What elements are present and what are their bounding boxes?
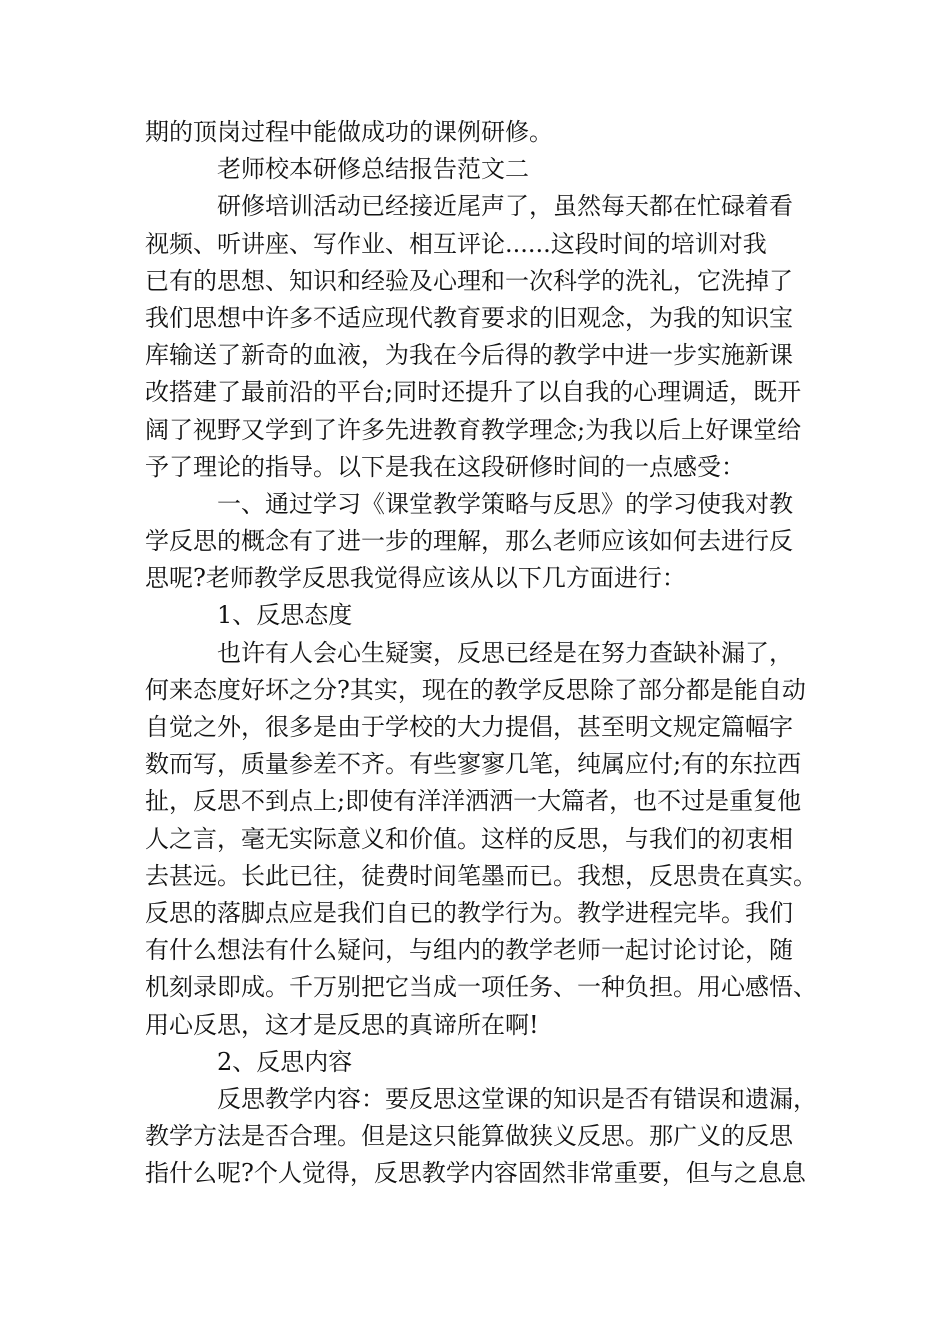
text-line: 去甚远。长此已往，徒费时间笔墨而已。我想，反思贵在真实。 (145, 861, 817, 890)
text-line: 指什么呢?个人觉得，反思教学内容固然非常重要，但与之息息 (145, 1159, 806, 1188)
text-line: 改搭建了最前沿的平台;同时还提升了以自我的心理调适，既开 (145, 378, 802, 407)
text-line: 用心反思，这才是反思的真谛所在啊! (145, 1010, 539, 1039)
section-title: 老师校本研修总结报告范文二 (217, 155, 529, 184)
text-line: 予了理论的指导。以下是我在这段研修时间的一点感受： (145, 452, 745, 481)
subsection-heading: 1、反思态度 (217, 601, 353, 630)
text-line: 数而写，质量参差不齐。有些寥寥几笔，纯属应付;有的东拉西 (145, 750, 802, 779)
text-line: 库输送了新奇的血液，为我在今后得的教学中进一步实施新课 (145, 341, 793, 370)
text-line: 机刻录即成。千万别把它当成一项任务、一种负担。用心感悟、 (145, 973, 817, 1002)
text-line: 反思的落脚点应是我们自已的教学行为。教学进程完毕。我们 (145, 898, 793, 927)
text-line: 研修培训活动已经接近尾声了，虽然每天都在忙碌着看 (217, 192, 793, 221)
text-line: 期的顶岗过程中能做成功的课例研修。 (145, 118, 553, 146)
text-line: 思呢?老师教学反思我觉得应该从以下几方面进行： (145, 564, 686, 593)
text-line: 阔了视野又学到了许多先进教育教学理念;为我以后上好课堂给 (145, 415, 802, 444)
text-line: 视频、听讲座、写作业、相互评论......这段时间的培训对我 (145, 229, 767, 258)
text-line: 自觉之外，很多是由于学校的大力提倡，甚至明文规定篇幅字 (145, 713, 793, 741)
text-line: 教学方法是否合理。但是这只能算做狭义反思。那广义的反思 (145, 1122, 793, 1151)
text-line: 也许有人会心生疑窦，反思已经是在努力查缺补漏了， (217, 638, 793, 667)
text-line: 学反思的概念有了进一步的理解，那么老师应该如何去进行反 (145, 527, 793, 556)
text-line: 何来态度好坏之分?其实，现在的教学反思除了部分都是能自动 (145, 675, 806, 704)
text-line: 已有的思想、知识和经验及心理和一次科学的洗礼，它洗掉了 (145, 266, 793, 295)
text-line: 反思教学内容：要反思这堂课的知识是否有错误和遗漏， (217, 1084, 817, 1113)
text-line: 扯，反思不到点上;即使有洋洋洒洒一大篇者，也不过是重复他 (145, 787, 802, 816)
subsection-heading: 2、反思内容 (217, 1047, 353, 1076)
text-line: 有什么想法有什么疑问，与组内的教学老师一起讨论讨论，随 (145, 936, 793, 965)
text-line: 我们思想中许多不适应现代教育要求的旧观念，为我的知识宝 (145, 303, 793, 332)
text-line: 人之言，毫无实际意义和价值。这样的反思，与我们的初衷相 (145, 824, 793, 853)
document-body (145, 114, 817, 1192)
text-line: 一、通过学习《课堂教学策略与反思》的学习使我对教 (217, 489, 793, 518)
